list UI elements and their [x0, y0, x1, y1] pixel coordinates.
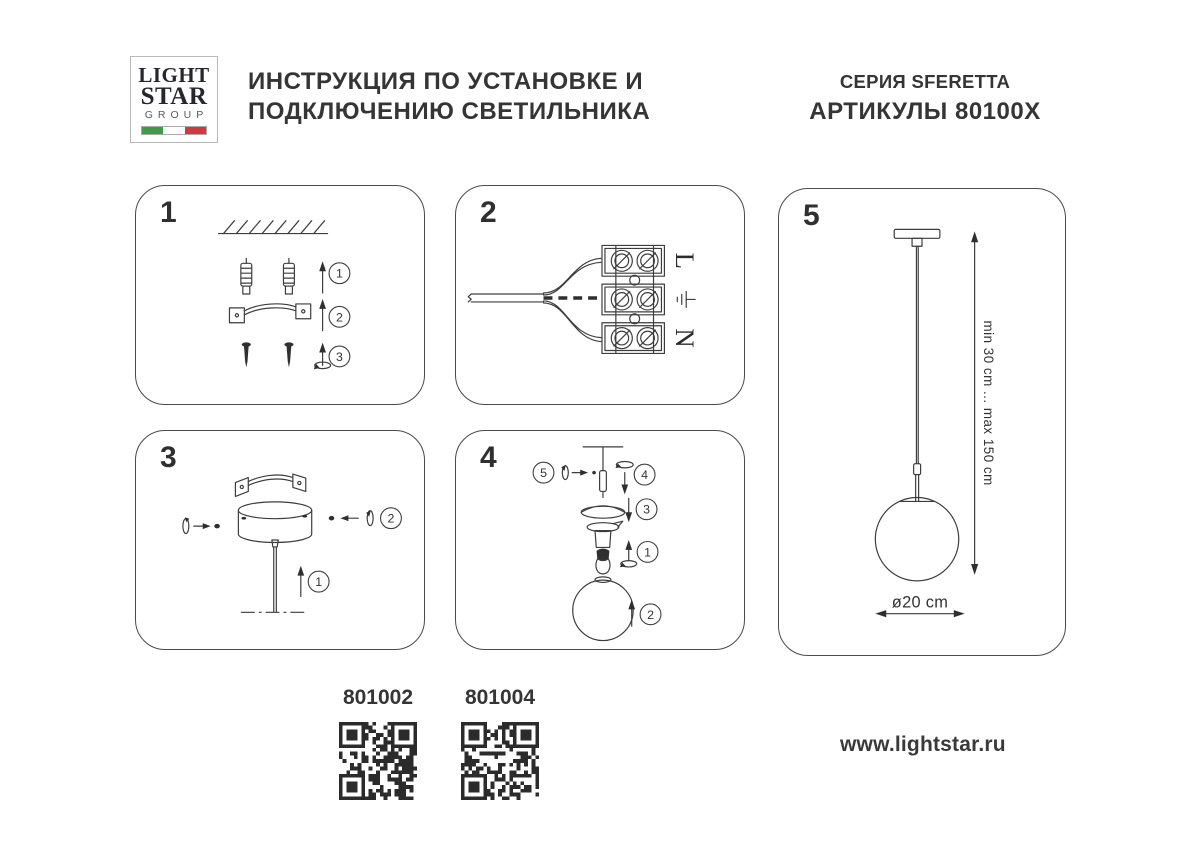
callout-3	[329, 346, 350, 367]
rod-top-icon	[583, 447, 623, 498]
arrow-up-icon	[628, 599, 635, 626]
callout-2	[381, 508, 402, 529]
step-number: 1	[160, 196, 177, 229]
series-name: СЕРИЯ SFERETTA	[839, 71, 1011, 92]
arrow-up-icon	[297, 566, 304, 597]
svg-text:3: 3	[643, 502, 651, 517]
canopy-icon	[238, 502, 311, 543]
cap-disc-icon	[581, 506, 625, 518]
bulb-icon	[596, 549, 610, 574]
screw-icon	[242, 342, 251, 367]
screw-rotate-left-icon	[183, 517, 220, 533]
logo-text-group: GROUP	[144, 109, 209, 121]
wall-anchor-icon	[241, 258, 252, 294]
italian-flag-icon	[141, 126, 207, 135]
svg-text:5: 5	[540, 466, 547, 481]
callout-3	[636, 499, 657, 520]
step-2-panel	[455, 185, 745, 405]
terminal-label-live: L	[669, 252, 700, 269]
svg-text:4: 4	[641, 468, 649, 483]
earth-symbol-icon	[677, 292, 695, 308]
callout-1	[308, 571, 329, 592]
collar-socket-icon	[587, 521, 623, 547]
step-number: 2	[480, 196, 497, 229]
title-line-1: ИНСТРУКЦИЯ ПО УСТАНОВКЕ И	[248, 68, 644, 95]
qr-code-801004	[460, 722, 540, 800]
callout-5	[533, 462, 554, 483]
arrow-up-icon	[319, 299, 326, 331]
arrow-down-icon	[625, 498, 632, 522]
step-4-drawing	[456, 431, 744, 649]
svg-text:2: 2	[647, 607, 654, 622]
terminal-block-icon	[602, 245, 664, 353]
qr-code-801002	[338, 722, 418, 800]
step-3-drawing	[136, 431, 424, 649]
svg-text:2: 2	[387, 511, 395, 526]
step-1-drawing	[136, 186, 424, 404]
article-code-801002: 801002	[342, 686, 414, 709]
step-number: 4	[480, 441, 497, 474]
step-number: 3	[160, 441, 177, 474]
diameter-label: ø20 cm	[891, 593, 949, 612]
website-link: www.lightstar.ru	[840, 733, 1006, 756]
rotate-down-icon	[615, 462, 633, 495]
suspension-rod-icon	[241, 540, 308, 612]
step-3-panel	[135, 430, 425, 650]
screw-rotate-icon	[561, 465, 595, 479]
step-number: 5	[803, 199, 820, 232]
mounting-bracket-icon	[235, 474, 305, 496]
svg-text:1: 1	[315, 575, 323, 590]
callout-1	[329, 263, 350, 284]
svg-text:1: 1	[644, 545, 652, 560]
arrow-up-icon	[319, 261, 326, 293]
height-range-label: min 30 cm ... max 150 cm	[981, 320, 997, 486]
screw-rotate-right-icon	[329, 511, 373, 526]
svg-text:3: 3	[336, 349, 343, 364]
height-dimension	[971, 231, 996, 575]
page-title	[248, 67, 650, 127]
svg-text:2: 2	[336, 310, 343, 325]
callout-2	[329, 306, 350, 327]
ceiling-hatch-icon	[219, 221, 328, 234]
step-5-panel	[778, 188, 1066, 656]
terminal-label-neutral: N	[669, 328, 700, 348]
pendant-lamp-icon	[875, 229, 958, 581]
logo-text-star: STAR	[140, 83, 208, 110]
callout-2	[640, 604, 661, 625]
globe-icon	[573, 577, 633, 641]
step-1-panel	[135, 185, 425, 405]
callout-4	[634, 464, 655, 485]
logo-text-light: LIGHT	[138, 63, 210, 87]
arrow-up-rotate-icon	[314, 343, 331, 370]
terminal-screw-icon	[611, 250, 658, 348]
series-block	[780, 71, 1070, 126]
step-5-drawing	[779, 189, 1065, 655]
article-code-801004: 801004	[464, 686, 536, 709]
callout-1	[637, 541, 658, 562]
title-line-2: ПОДКЛЮЧЕНИЮ СВЕТИЛЬНИКА	[248, 98, 651, 125]
step-4-panel	[455, 430, 745, 650]
step-2-drawing	[456, 186, 744, 404]
svg-text:1: 1	[336, 266, 343, 281]
mains-cable-icon	[468, 258, 602, 341]
lightstar-logo	[130, 56, 218, 143]
article-series: АРТИКУЛЫ 80100X	[809, 98, 1041, 125]
diameter-dimension	[875, 594, 964, 618]
mounting-bracket-icon	[229, 304, 310, 323]
arrow-up-rotate-icon	[620, 540, 637, 567]
